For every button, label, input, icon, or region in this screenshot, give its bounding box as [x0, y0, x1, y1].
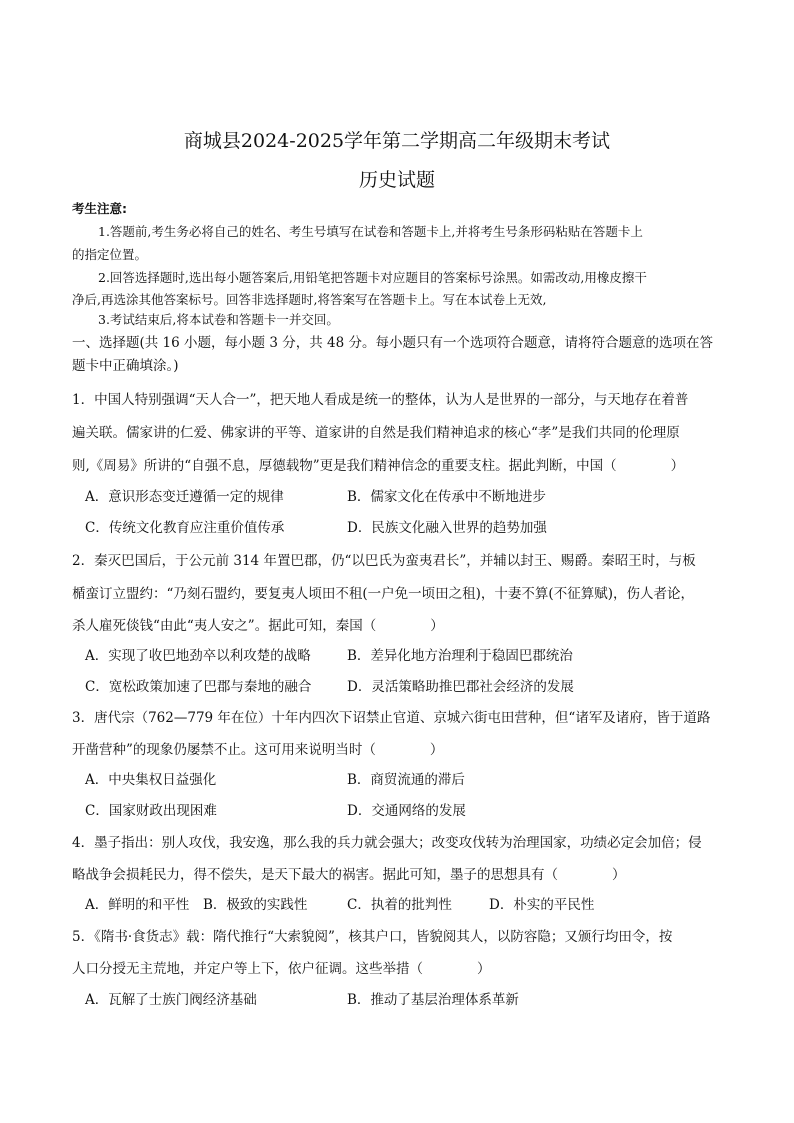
exam-title: 商城县2024-2025学年第二学期高二年级期末考试	[183, 130, 611, 152]
notice-line: 3.考试结束后,将本试卷和答题卡一并交回。	[98, 312, 339, 327]
option-d: D．交通网络的发展	[347, 803, 466, 819]
option-b: B．推动了基层治理体系革新	[347, 992, 519, 1008]
option-a: A．实现了收巴地劲卒以利攻楚的战略	[85, 648, 311, 664]
option-a: A．意识形态变迁遵循一定的规律	[85, 489, 284, 505]
question-text: 略战争会损耗民力，得不偿失，是天下最大的祸害。据此可知，墨子的思想具有（ ）	[72, 867, 626, 883]
notice-line: 的指定位置。	[72, 247, 148, 262]
section-heading: 一、选择题(共 16 小题，每小题 3 分，共 48 分。每小题只有一个选项符合题意，请将符合题意的选项在答	[72, 335, 713, 351]
option-c: C．执着的批判性	[347, 897, 452, 913]
question-text: 则,《周易》所讲的“自强不息，厚德载物”更是我们精神信念的重要支柱。据此判断，中国（ ）	[72, 458, 685, 474]
option-b: B．差异化地方治理利于稳固巴郡统治	[347, 648, 573, 664]
option-b: B．商贸流通的滞后	[347, 772, 465, 788]
option-d: D．民族文化融入世界的趋势加强	[347, 520, 547, 536]
option-a: A．鲜明的和平性	[85, 897, 190, 913]
question-text: 1．中国人特别强调“天人合一”，把天地人看成是统一的整体，认为人是世界的一部分，与天地存在着普	[72, 392, 689, 408]
option-a: A．中央集权日益强化	[85, 772, 217, 788]
notice-line: 2.回答选择题时,选出每小题答案后,用铅笔把答题卡对应题目的答案标号涂黑。如需改动,用橡皮擦干	[98, 270, 647, 285]
option-c: C．传统文化教育应注重价值传承	[85, 520, 285, 536]
question-text: 人口分授无主荒地，并定户等上下，依户征调。这些举措（ ）	[72, 961, 491, 977]
notice-heading: 考生注意:	[72, 201, 127, 216]
question-text: 5．《隋书·食货志》载：隋代推行“大索貌阅”，核其户口，皆貌阅其人，以防容隐；又颁行均田令，按	[72, 929, 673, 945]
option-d: D．灵活策略助推巴郡社会经济的发展	[347, 679, 574, 695]
option-b: B．儒家文化在传承中不断地进步	[347, 489, 546, 505]
option-b: B．极致的实践性	[203, 897, 308, 913]
option-c: C．国家财政出现困难	[85, 803, 217, 819]
option-c: C．宽松政策加速了巴郡与秦地的融合	[85, 679, 312, 695]
exam-subtitle: 历史试题	[358, 169, 435, 191]
notice-line: 1.答题前,考生务必将自己的姓名、考生号填写在试卷和答题卡上,并将考生号条形码粘贴在答题卡上	[98, 224, 643, 239]
question-text: 4．墨子指出：别人攻伐，我安逸，那么我的兵力就会强大；改变攻伐转为治理国家，功绩必定会加倍；侵	[72, 835, 702, 851]
question-text: 3．唐代宗（762—779 年在位）十年内四次下诏禁止官道、京城六街屯田营种，但“诸军及诸府，皆于道路	[72, 710, 711, 726]
notice-line: 净后,再选涂其他答案标号。回答非选择题时,将答案写在答题卡上。写在本试卷上无效,	[72, 292, 547, 307]
option-d: D．朴实的平民性	[489, 897, 595, 913]
question-text: 杀人雇死倓钱“由此“夷人安之”。据此可知，秦国（ ）	[72, 618, 444, 634]
question-text: 楯蛮订立盟约：“乃刻石盟约，要复夷人顷田不租(一户免一顷田之租)，十妻不算(不征算赋)，伤人者论，	[72, 586, 694, 602]
section-heading: 题卡中正确填涂。)	[72, 358, 179, 374]
question-text: 开凿营种”的现象仍屡禁不止。这可用来说明当时（ ）	[72, 742, 444, 758]
question-text: 2．秦灭巴国后，于公元前 314 年置巴郡，仍“以巴氏为蛮夷君长”，并辅以封王、赐爵。秦昭王时，与板	[72, 553, 696, 569]
question-text: 遍关联。儒家讲的仁爱、佛家讲的平等、道家讲的自然是我们精神追求的核心“孝”是我们共同的伦理原	[72, 425, 680, 441]
option-a: A．瓦解了士族门阀经济基础	[85, 992, 257, 1008]
